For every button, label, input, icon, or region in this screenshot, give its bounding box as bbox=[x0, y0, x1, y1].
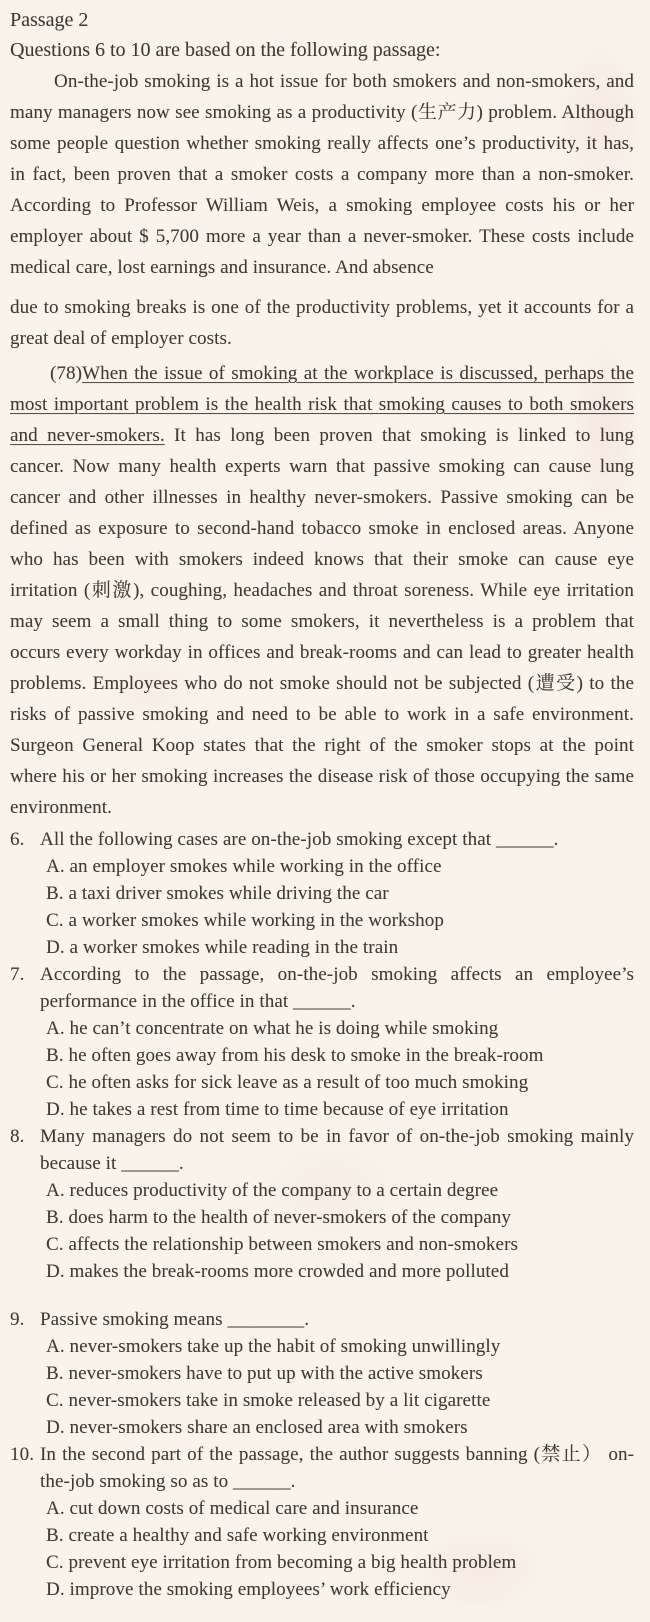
question-9-option-b: B. never-smokers have to put up with the active smokers bbox=[46, 1363, 483, 1384]
question-8 bbox=[10, 1123, 634, 1285]
question-7 bbox=[10, 961, 634, 1123]
question-6-number: 6. bbox=[10, 829, 25, 850]
passage-paragraph-1a: On-the-job smoking is a hot issue for both smokers and non-smokers, and many managers now see smoking as a productivity (生产力) problem. Although some people question whether smoking really affects one’s productivity, it has, in fact, been proven that a smoker costs a company more than a non-smoker. According to Professor William Weis, a smoking employee costs his or her employer about $ 5,700 more a year than a never-smoker. These costs include medical care, lost earnings and insurance. And absence bbox=[10, 71, 634, 278]
question-9-number: 9. bbox=[10, 1309, 25, 1330]
question-6-body bbox=[40, 826, 634, 961]
question-8-option-d: D. makes the break-rooms more crowded and more polluted bbox=[46, 1261, 509, 1282]
passage-instructions: Questions 6 to 10 are based on the following passage: bbox=[10, 39, 441, 61]
passage-paragraph-2 bbox=[10, 358, 634, 823]
question-6-stem: All the following cases are on-the-job smoking except that ______. bbox=[40, 829, 559, 850]
passage-title: Passage 2 bbox=[10, 9, 89, 31]
question-7-option-b: B. he often goes away from his desk to smoke in the break-room bbox=[46, 1045, 544, 1066]
question-8-body bbox=[40, 1123, 634, 1285]
question-7-option-c: C. he often asks for sick leave as a result of too much smoking bbox=[46, 1072, 529, 1093]
question-8-option-c: C. affects the relationship between smokers and non-smokers bbox=[46, 1234, 518, 1255]
sentence-ref-78: (78) bbox=[50, 363, 83, 384]
question-6 bbox=[10, 826, 634, 961]
question-10-body bbox=[40, 1441, 634, 1603]
question-7-number: 7. bbox=[10, 964, 25, 985]
question-6-option-b: B. a taxi driver smokes while driving the car bbox=[46, 883, 389, 904]
question-8-option-b: B. does harm to the health of never-smokers of the company bbox=[46, 1207, 511, 1228]
question-7-option-a: A. he can’t concentrate on what he is doing while smoking bbox=[46, 1018, 499, 1039]
question-9 bbox=[10, 1306, 634, 1441]
question-8-number: 8. bbox=[10, 1126, 25, 1147]
question-9-body bbox=[40, 1306, 634, 1441]
question-10-number: 10. bbox=[10, 1444, 35, 1465]
question-7-stem: According to the passage, on-the-job smoking affects an employee’s performance in the office in that ______. bbox=[40, 964, 634, 1012]
question-10 bbox=[10, 1441, 634, 1603]
question-6-option-d: D. a worker smokes while reading in the train bbox=[46, 937, 399, 958]
passage-paragraph-2-rest: It has long been proven that smoking is linked to lung cancer. Now many health experts warn that passive smoking can cause lung cancer and other illnesses in healthy never-smokers. Passive smoking can be defined as exposure to second-hand tobacco smoke in enclosed areas. Anyone who has been with smokers indeed knows that their smoke can cause eye irritation (刺激), coughing, headaches and throat soreness. While eye irritation may seem a small thing to some smokers, it nevertheless is a problem that occurs every workday in offices and break-rooms and can lead to greater health problems. Employees who do not smoke should not be subjected (遭受) to the risks of passive smoking and need to be able to work in a safe environment. Surgeon General Koop states that the right of the smoker stops at the point where his or her smoking increases the disease risk of those occupying the same environment. bbox=[10, 425, 634, 818]
question-10-stem: In the second part of the passage, the author suggests banning (禁止） on-the-job smoking so as to ______. bbox=[40, 1444, 634, 1492]
question-10-option-c: C. prevent eye irritation from becoming a big health problem bbox=[46, 1552, 517, 1573]
question-10-option-d: D. improve the smoking employees’ work efficiency bbox=[46, 1579, 451, 1600]
question-6-option-a: A. an employer smokes while working in the office bbox=[46, 856, 442, 877]
question-10-option-b: B. create a healthy and safe working environment bbox=[46, 1525, 429, 1546]
passage-paragraph-1b: due to smoking breaks is one of the productivity problems, yet it accounts for a great deal of employer costs. bbox=[10, 297, 634, 349]
question-9-option-c: C. never-smokers take in smoke released by a lit cigarette bbox=[46, 1390, 491, 1411]
question-7-option-d: D. he takes a rest from time to time because of eye irritation bbox=[46, 1099, 509, 1120]
questions-section bbox=[10, 826, 634, 1603]
question-8-option-a: A. reduces productivity of the company to a certain degree bbox=[46, 1180, 499, 1201]
question-9-stem: Passive smoking means ________. bbox=[40, 1309, 310, 1330]
question-9-option-a: A. never-smokers take up the habit of smoking unwillingly bbox=[46, 1336, 501, 1357]
question-6-option-c: C. a worker smokes while working in the workshop bbox=[46, 910, 444, 931]
question-7-body bbox=[40, 961, 634, 1123]
question-9-option-d: D. never-smokers share an enclosed area with smokers bbox=[46, 1417, 468, 1438]
underlined-sentence: When the issue of smoking at the workplace is discussed, perhaps the most important problem is the health risk that smoking causes to both smokers and never-smokers. bbox=[10, 363, 634, 446]
question-8-stem: Many managers do not seem to be in favor of on-the-job smoking mainly because it ______. bbox=[40, 1126, 634, 1174]
question-10-option-a: A. cut down costs of medical care and insurance bbox=[46, 1498, 419, 1519]
